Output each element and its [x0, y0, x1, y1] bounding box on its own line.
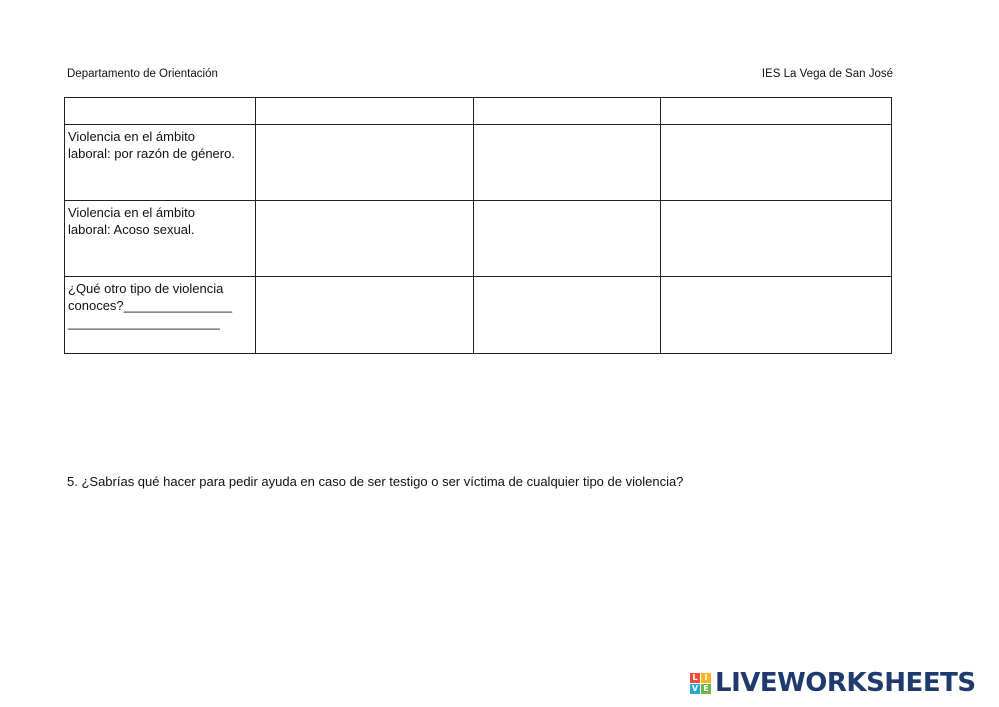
- table-cell[interactable]: [256, 98, 474, 125]
- row-label: [65, 125, 256, 201]
- header-school: IES La Vega de San José: [761, 68, 893, 80]
- row-label-text: Violencia en el ámbito laboral: Acoso sexual.: [68, 205, 195, 237]
- logo-mark-letter: V: [691, 684, 699, 693]
- answer-cell[interactable]: [661, 201, 892, 277]
- table-header-row: [65, 98, 892, 125]
- answer-cell[interactable]: [256, 277, 474, 354]
- logo-mark-letter: L: [690, 673, 700, 683]
- row-label: [65, 201, 256, 277]
- answer-cell[interactable]: [256, 125, 474, 201]
- table-row: [65, 277, 892, 354]
- row-label-text: ¿Qué otro tipo de violencia conoces?_______________ _____________________: [68, 281, 233, 330]
- header-department: Departamento de Orientación: [67, 68, 218, 80]
- answer-cell[interactable]: [661, 125, 892, 201]
- liveworksheets-logo: [690, 668, 976, 698]
- answer-cell[interactable]: [474, 277, 661, 354]
- logo-mark-letter: I: [701, 673, 711, 683]
- table-cell[interactable]: [65, 98, 256, 125]
- answer-cell[interactable]: [661, 277, 892, 354]
- table-cell[interactable]: [661, 98, 892, 125]
- table-row: [65, 125, 892, 201]
- table-row: [65, 201, 892, 277]
- answer-cell[interactable]: [474, 125, 661, 201]
- logo-wordmark: LIVEWORKSHEETS: [715, 668, 976, 698]
- logo-mark-icon: [690, 673, 711, 694]
- logo-mark-letter: E: [701, 684, 711, 694]
- row-label: [65, 277, 256, 354]
- answer-cell[interactable]: [474, 201, 661, 277]
- table-cell[interactable]: [474, 98, 661, 125]
- violence-table: [64, 97, 892, 354]
- question-5: 5. ¿Sabrías qué hacer para pedir ayuda en caso de ser testigo o ser víctima de cualquier tipo de violencia?: [67, 474, 684, 489]
- row-label-text: Violencia en el ámbito laboral: por razón de género.: [68, 129, 235, 161]
- answer-cell[interactable]: [256, 201, 474, 277]
